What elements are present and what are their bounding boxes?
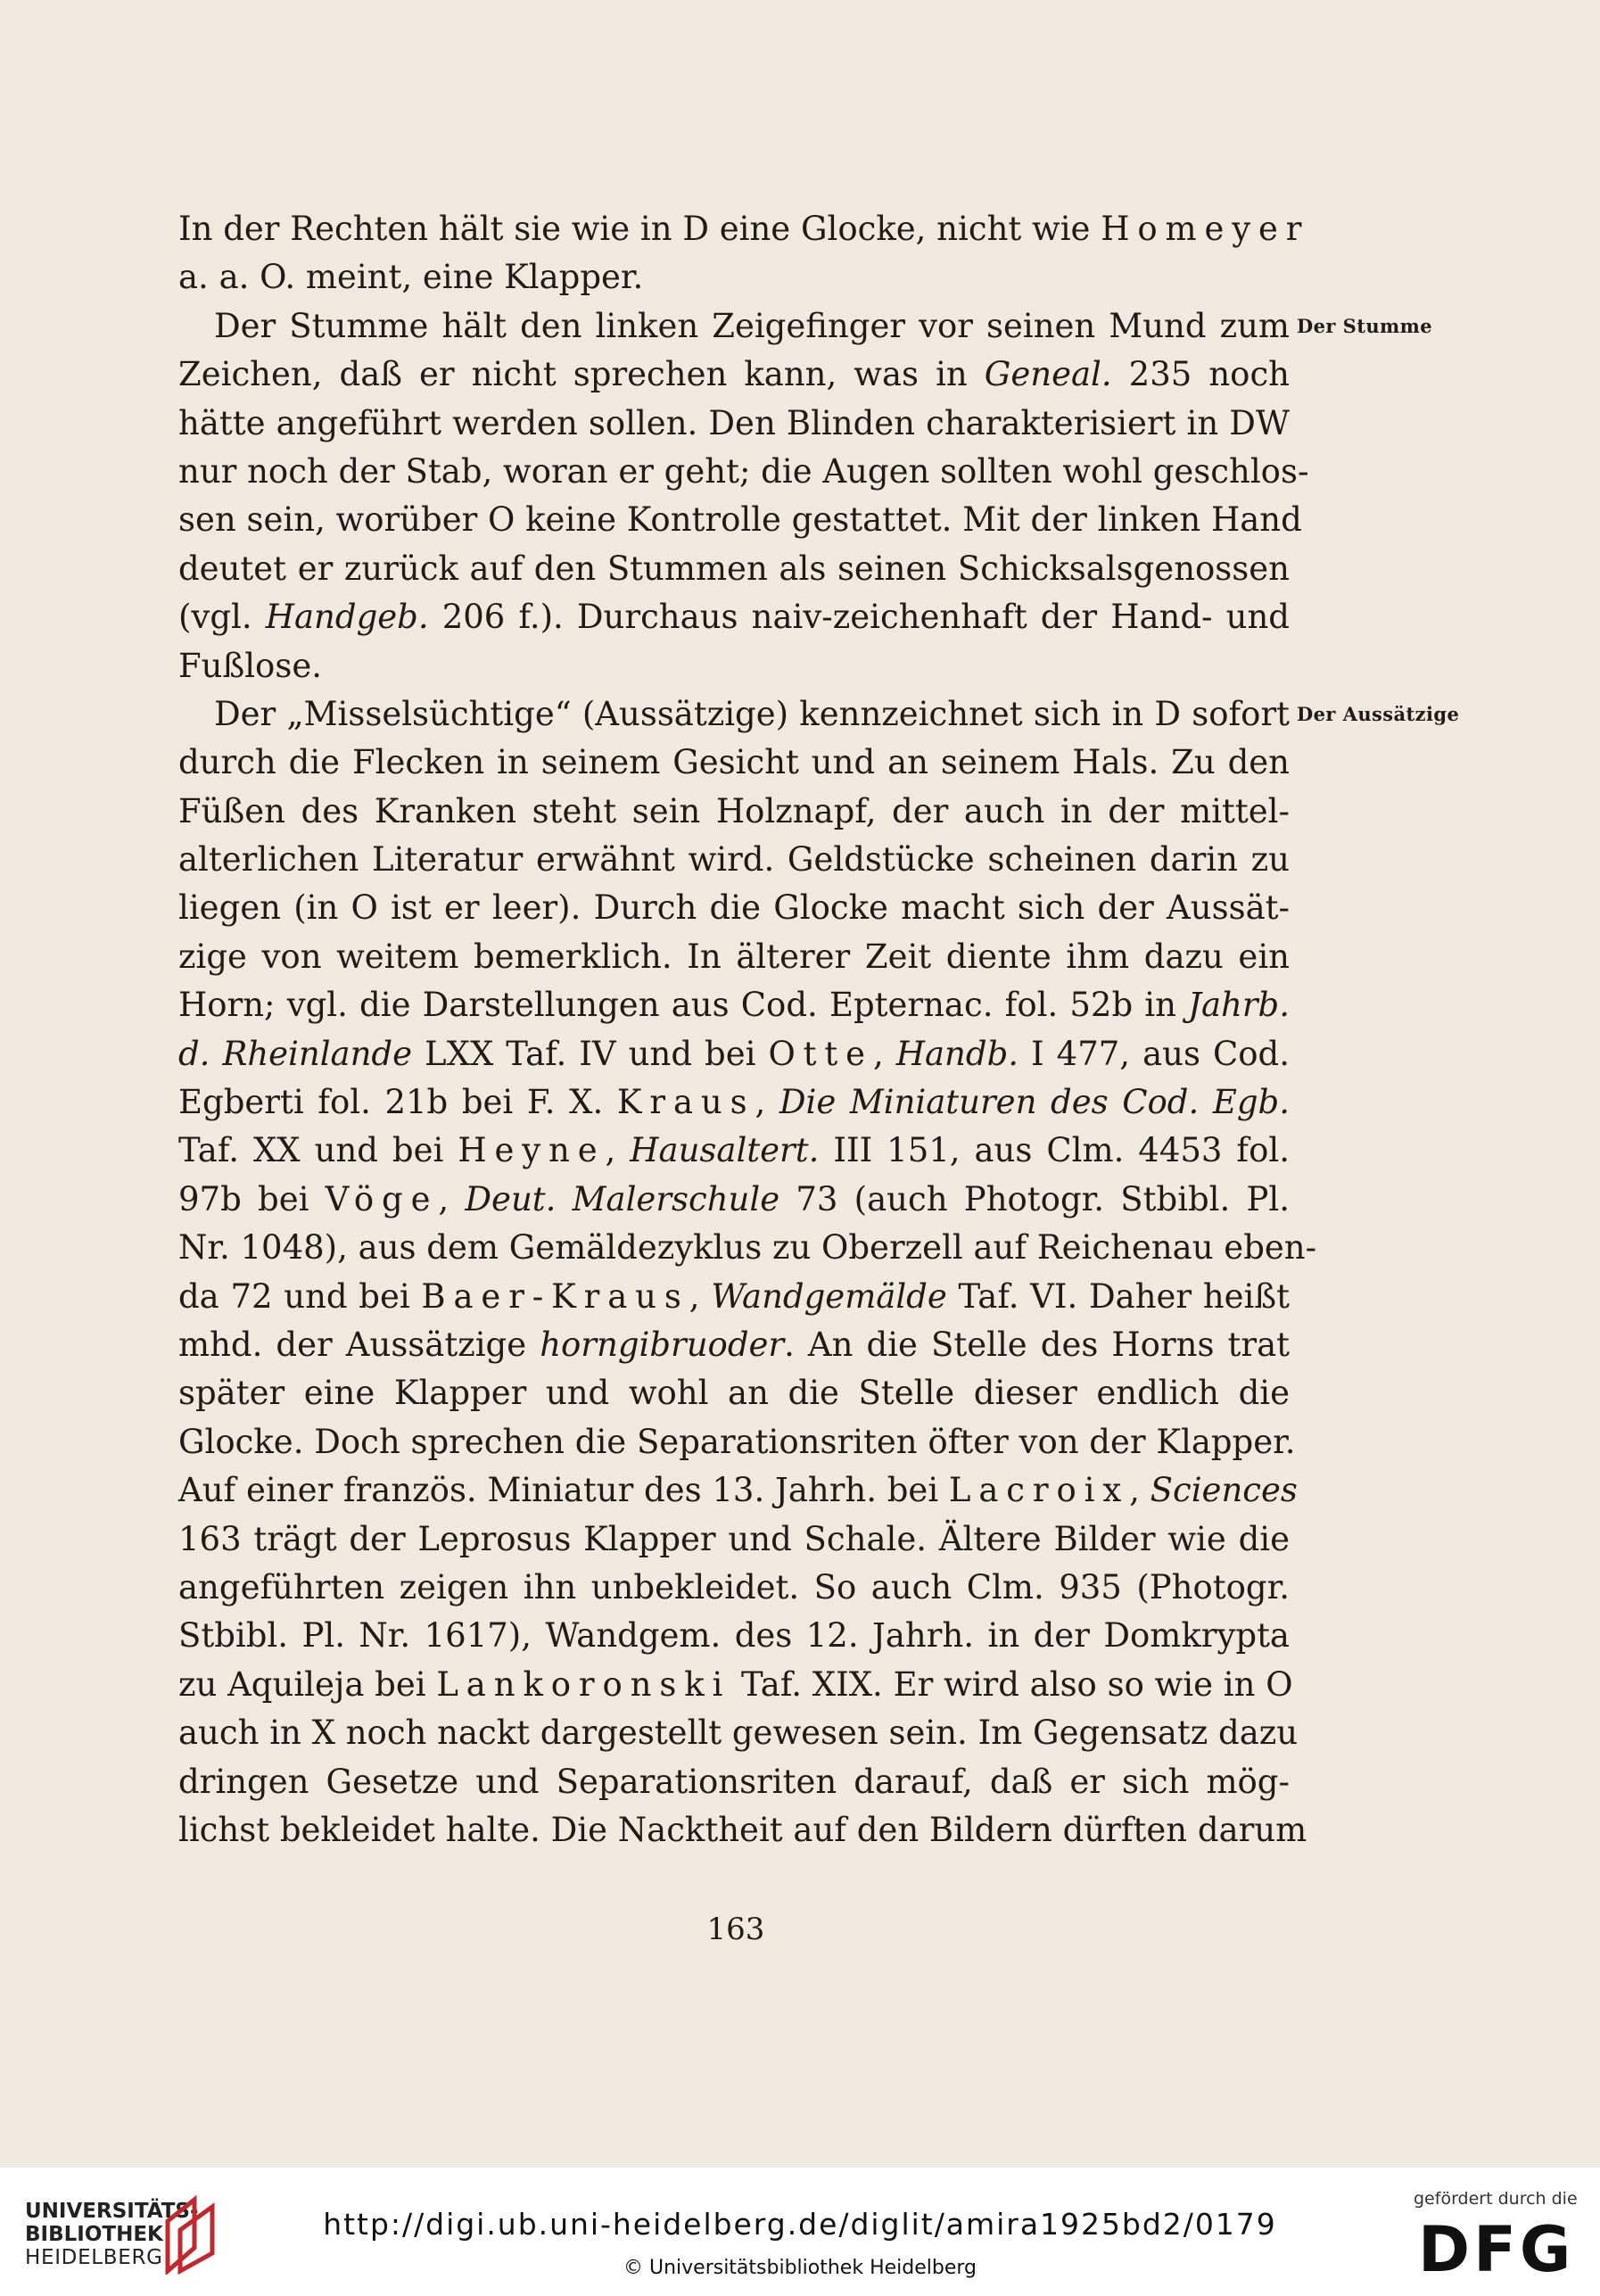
- text-segment: Stbibl. Pl. Nr. 1617), Wandgem. des 12. Jahrh. in der Domkrypta: [178, 1616, 1290, 1656]
- text-line: [178, 400, 1290, 448]
- text-line: [178, 205, 1310, 253]
- text-line: [178, 788, 1290, 836]
- italic-segment: Hausaltert.: [630, 1131, 820, 1170]
- text-segment: da 72 und bei: [178, 1276, 422, 1316]
- text-segment: hätte angeführt werden sollen. Den Blinden charakterisiert in DW: [178, 403, 1290, 442]
- italic-segment: Deut. Malerschule: [465, 1179, 780, 1218]
- text-line: [178, 1466, 1298, 1515]
- spaced-name: Lacroix: [948, 1471, 1130, 1510]
- text-segment: ,: [1129, 1471, 1151, 1510]
- text-segment: zu Aquileja bei: [178, 1664, 437, 1704]
- text-segment: angeführten zeigen ihn unbekleidet. So auch Clm. 935 (Photogr.: [178, 1567, 1290, 1606]
- library-name-line-2: BIBLIOTHEK: [25, 2223, 163, 2246]
- text-segment: Der „Misselsüchtige“ (Aussätzige) kennzeichnet sich in D sofort: [214, 694, 1290, 733]
- text-line: [178, 836, 1290, 884]
- text-line: [178, 1273, 1290, 1321]
- text-line: [178, 1321, 1290, 1369]
- text-line: [178, 593, 1290, 641]
- text-segment: alterlichen Literatur erwähnt wird. Geldstücke scheinen darin zu: [178, 840, 1290, 880]
- text-segment: 163 trägt der Leprosus Klapper und Schale. Ältere Bilder wie die: [178, 1519, 1290, 1558]
- text-segment: zige von weitem bemerklich. In älterer Zeit diente ihm dazu ein: [178, 937, 1290, 976]
- text-segment: sen sein, worüber O keine Kontrolle gestattet. Mit der linken Hand: [178, 500, 1302, 540]
- italic-segment: Wandgemälde: [711, 1276, 947, 1316]
- text-segment: Fußlose.: [178, 646, 322, 685]
- text-segment: deutet er zurück auf den Stummen als seinen Schicksalsgenossen: [178, 549, 1290, 588]
- text-segment: 235 noch: [1111, 355, 1290, 394]
- text-line: [178, 642, 1290, 690]
- text-segment: Füßen des Kranken steht sein Holznapf, der auch in der mittel-: [178, 791, 1290, 830]
- text-line: [178, 1078, 1290, 1127]
- library-name-line-3: HEIDELBERG: [25, 2246, 163, 2269]
- text-line: [178, 1516, 1290, 1564]
- text-line: [178, 1661, 1293, 1709]
- text-line: [178, 351, 1290, 399]
- text-line: [178, 448, 1309, 496]
- text-segment: In der Rechten hält sie wie in D eine Glocke, nicht wie: [178, 210, 1101, 248]
- spaced-name: Otte: [768, 1034, 873, 1073]
- dfg-logo[interactable]: DFG: [1418, 2213, 1575, 2286]
- text-line: [178, 1369, 1290, 1417]
- copyright-notice: © Universitätsbibliothek Heidelberg: [623, 2257, 977, 2279]
- spaced-name: Heyne: [458, 1131, 606, 1170]
- page-number: 163: [706, 1912, 765, 1947]
- text-segment: ,: [605, 1131, 631, 1170]
- text-segment: Taf. XIX. Er wird also so wie in O: [730, 1664, 1293, 1704]
- text-segment: 206 f.). Durchaus naiv-zeichenhaft der Hand- und: [428, 598, 1290, 637]
- text-segment: Glocke. Doch sprechen die Separationsriten öfter von der Klapper.: [178, 1422, 1296, 1461]
- text-line: [178, 884, 1290, 932]
- spaced-name: Lankoronski: [436, 1664, 731, 1704]
- funder-caption: gefördert durch die: [1414, 2189, 1578, 2209]
- text-line: [178, 1176, 1290, 1224]
- text-segment: Taf. VI. Daher heißt: [946, 1276, 1290, 1316]
- text-line: [178, 1127, 1290, 1175]
- text-segment: ,: [438, 1179, 466, 1218]
- permalink-url[interactable]: http://digi.ub.uni-heidelberg.de/diglit/amira1925bd2/0179: [323, 2207, 1277, 2242]
- text-segment: 97b bei: [178, 1179, 326, 1218]
- library-name-line-1: UNIVERSITÄTS-: [25, 2200, 199, 2223]
- text-segment: a. a. O. meint, eine Klapper.: [178, 258, 644, 297]
- text-segment: ,: [689, 1276, 712, 1316]
- italic-segment: Die Miniaturen des Cod. Egb.: [779, 1083, 1290, 1122]
- text-line: [178, 496, 1302, 544]
- spaced-name: Baer-Kraus: [421, 1276, 689, 1316]
- text-segment: Egberti fol. 21b bei F. X.: [178, 1083, 617, 1122]
- text-line: [178, 1030, 1290, 1078]
- text-segment: ,: [755, 1083, 779, 1122]
- italic-segment: Geneal.: [984, 355, 1112, 394]
- text-segment: III 151, aus Clm. 4453 fol.: [819, 1131, 1290, 1170]
- spaced-name: Kraus: [616, 1083, 755, 1122]
- text-segment: mhd. der Aussätzige: [178, 1325, 540, 1364]
- text-line: [178, 1612, 1290, 1660]
- text-line: [178, 253, 1290, 301]
- text-segment: liegen (in O ist er leer). Durch die Glocke macht sich der Aussät-: [178, 888, 1290, 928]
- italic-segment: d. Rheinlande: [178, 1034, 413, 1073]
- text-segment: nur noch der Stab, woran er geht; die Augen sollten wohl geschlos-: [178, 451, 1309, 491]
- text-line: [178, 981, 1290, 1029]
- italic-segment: Handgeb.: [265, 598, 429, 637]
- text-segment: LXX Taf. IV und bei: [412, 1034, 769, 1073]
- footer-bar: [0, 2168, 1600, 2296]
- italic-segment: Handb.: [895, 1034, 1019, 1073]
- text-line: [178, 690, 1290, 739]
- spaced-name: Vöge: [325, 1179, 439, 1218]
- text-segment: lichst bekleidet halte. Die Nacktheit auf den Bildern dürften darum: [178, 1810, 1307, 1849]
- italic-segment: Sciences: [1150, 1471, 1298, 1510]
- margin-note: Der Aussätzige: [1297, 703, 1460, 725]
- text-segment: Zeichen, daß er nicht sprechen kann, was in: [178, 355, 985, 394]
- margin-note: Der Stumme: [1297, 314, 1433, 337]
- body-text: [178, 205, 1317, 1854]
- text-line: [178, 1564, 1290, 1612]
- text-segment: durch die Flecken in seinem Gesicht und an seinem Hals. Zu den: [178, 743, 1290, 782]
- italic-segment: horngibruoder: [540, 1325, 785, 1364]
- italic-segment: Jahrb.: [1188, 986, 1290, 1025]
- text-segment: Horn; vgl. die Darstellungen aus Cod. Epternac. fol. 52b in: [178, 986, 1189, 1025]
- text-line: [178, 1758, 1290, 1806]
- text-line: [178, 1224, 1317, 1272]
- text-line: [178, 1709, 1299, 1757]
- text-segment: auch in X noch nackt dargestellt gewesen sein. Im Gegensatz dazu: [178, 1714, 1299, 1753]
- text-segment: I 477, aus Cod.: [1019, 1034, 1290, 1073]
- text-line: [178, 1806, 1307, 1854]
- text-segment: Taf. XX und bei: [178, 1131, 458, 1170]
- text-segment: 73 (auch Photogr. Stbibl. Pl.: [779, 1179, 1291, 1218]
- text-line: [178, 302, 1290, 351]
- text-line: [178, 739, 1290, 787]
- text-line: [178, 933, 1290, 981]
- text-segment: . An die Stelle des Horns trat: [784, 1325, 1290, 1364]
- text-segment: Auf einer französ. Miniatur des 13. Jahrh. bei: [178, 1471, 949, 1510]
- text-segment: (vgl.: [178, 598, 266, 637]
- text-segment: später eine Klapper und wohl an die Stelle dieser endlich die: [178, 1374, 1290, 1413]
- text-line: [178, 1418, 1296, 1466]
- text-segment: ,: [872, 1034, 896, 1073]
- text-segment: dringen Gesetze und Separationsriten darauf, daß er sich mög-: [178, 1762, 1290, 1801]
- text-line: [178, 545, 1290, 593]
- text-segment: Nr. 1048), aus dem Gemäldezyklus zu Oberzell auf Reichenau eben-: [178, 1228, 1317, 1268]
- spaced-name: Homeyer: [1101, 210, 1310, 248]
- text-segment: Der Stumme hält den linken Zeigefinger vor seinen Mund zum: [214, 306, 1290, 345]
